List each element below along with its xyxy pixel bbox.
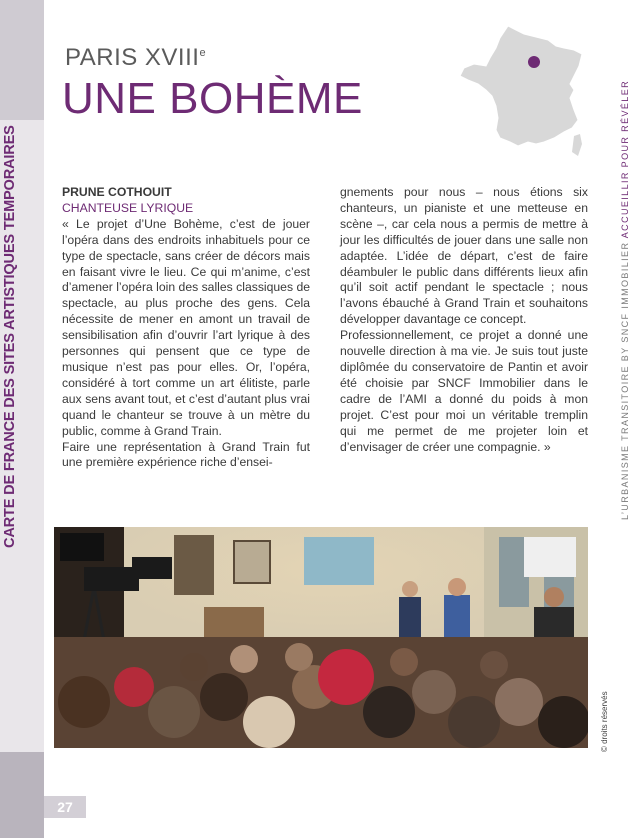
right-paragraph-1: gnements pour nous – nous étions six chanteurs, un pianiste et une metteuse en scène –, car cela nous a permis de mettre à jour les difficultés de jouer dans une salle non adaptée. L’idée de départ, c’est de faire déambuler le public dans différents lieux afin qu’il soit actif pendant le spectacle ; nous l’avons ébauché à Grand Train et souhaitons développer davantage ce concept. [340,185,588,327]
sidebar-vertical-title: CARTE DE FRANCE DES SITES ARTISTIQUES TEMPORAIRES [2,125,18,548]
paris-dot-marker [528,56,540,68]
left-paragraph-2: Faire une représentation à Grand Train fut une première expérience riche d’ensei- [62,439,310,470]
performance-photo [54,527,588,748]
right-column [340,185,588,455]
supertitle-text: PARIS XVIII [65,44,200,71]
corsica-shape [572,134,582,156]
tagline-prefix: L’URBANISME TRANSITOIRE BY SNCF IMMOBILIER [620,241,630,520]
author-role: CHANTEUSE LYRIQUE [62,200,194,215]
page-title: UNE BOHÈME [62,74,363,123]
page-supertitle [65,44,206,72]
left-sidebar-bottom-block [0,752,44,838]
tagline-accent: ACCUEILLIR POUR RÉVÉLER [620,79,630,239]
supertitle-sup: e [199,47,207,59]
right-vertical-tagline [620,80,630,520]
france-map-icon [456,24,590,160]
left-sidebar-top-block [0,0,44,120]
left-column [62,185,310,471]
page-number: 27 [44,796,86,818]
right-paragraph-2: Professionnellement, ce projet a donné une nouvelle direction à ma vie. Je suis tout juste diplômée du conservatoire de Pantin et avoir été choisie par SNCF Immobilier dans le cadre de l’AMI a donné du poids à mon projet. C’est pour moi un véritable tremplin qui me permet de me projeter loin et d’envisager de créer une compagnie. » [340,328,588,454]
france-map-shape [460,26,582,146]
author-name: PRUNE COTHOUIT [62,185,172,199]
left-paragraph-1: « Le projet d’Une Bohème, c’est de jouer l’opéra dans des endroits inhabituels pour ce type de spectacle, sans créer de décors mais en faisant vivre le lieu. Ce qui m’anime, c’est d’amener l’opéra loin des salles classiques de spectacle, au plus proche des gens. Cela nécessite de mener en amont un travail de sensibilisation afin d’ouvrir l’art lyrique à des personnes qui pensent que ce type de musique n’est pas pour elles. Or, l’opéra, considéré à tort comme un art élitiste, parle aux sens avant tout, et c’est d’autant plus vrai quand le chanteur se trouve à un mètre du public, comme à Grand Train. [62,216,310,438]
photo-credit: © droits réservés [600,691,609,752]
